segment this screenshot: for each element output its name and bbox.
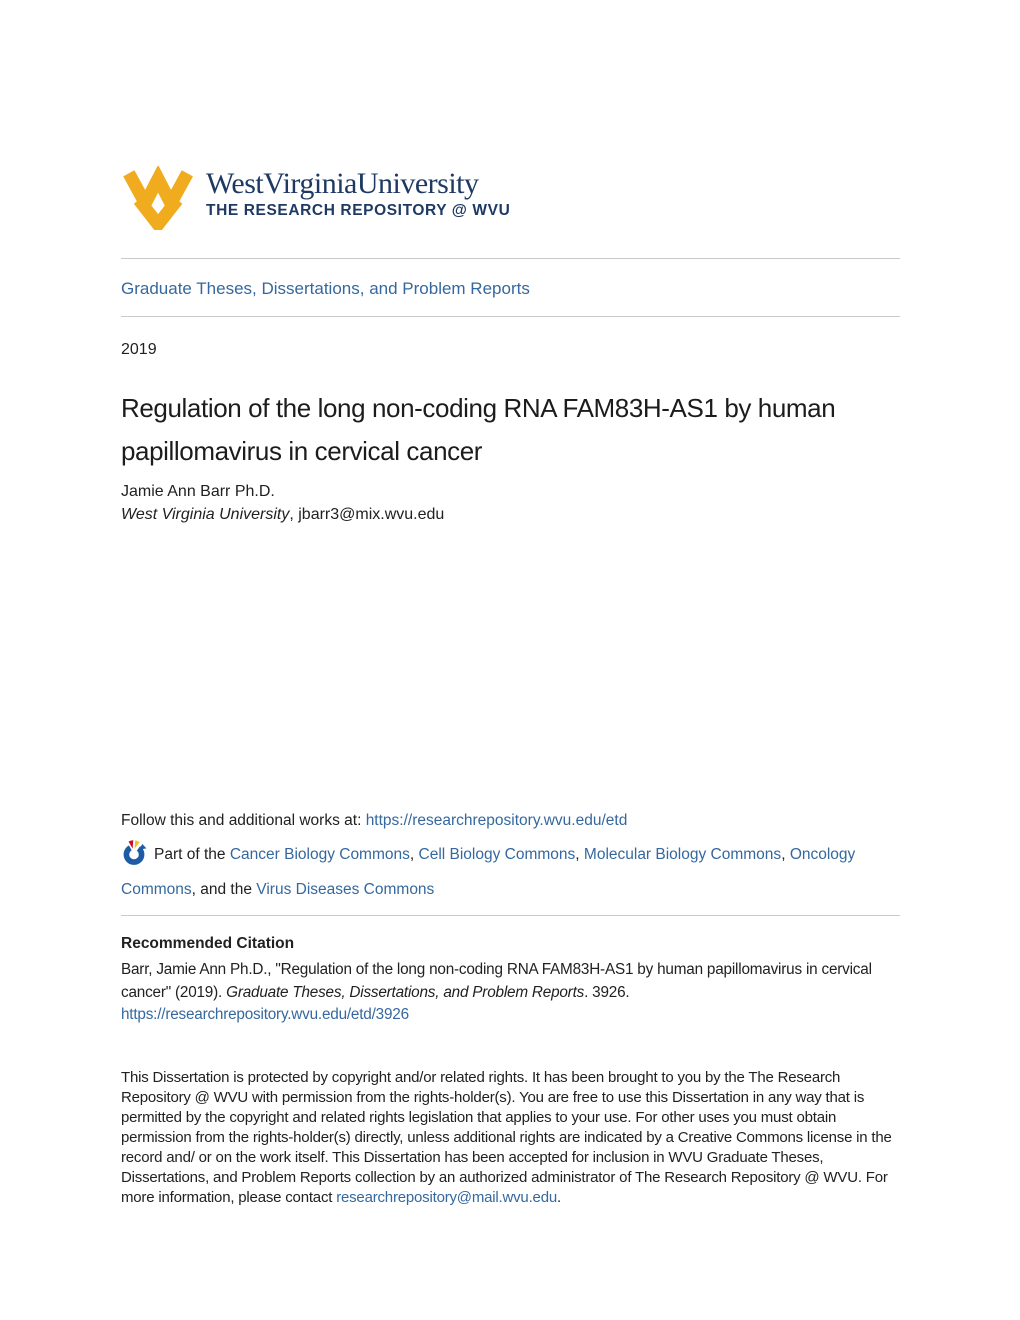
publication-year: 2019 [121,341,157,358]
text-segment: , and the [191,881,257,898]
part-of-line [121,840,900,904]
text-segment: Part of the [154,846,230,863]
citation-block [121,959,900,1027]
text-link[interactable]: https://researchrepository.wvu.edu/etd [365,812,628,829]
divider [121,258,900,259]
title-line-2: papillomavirus in cervical cancer [121,436,483,466]
divider [121,316,900,317]
text-link[interactable]: Cancer Biology Commons [229,846,410,863]
part-of-text [121,846,855,898]
logo-text [206,166,510,220]
text-segment: This Dissertation is protected by copyright and/or related rights. It has been brought to you by the The Research Repository @ WVU with permission from the rights-holder(s). You are free to use this Dissertation in any way that is permitted by the copyright and related rights legislation that applies to your use. For other uses you must obtain permission from the rights-holder(s) directly, unless additional rights are indicated by a Creative Commons license in the record and/ or on the work itself. This Dissertation has been accepted for inclusion in WVU Graduate Theses, Dissertations, and Problem Reports collection by an authorized administrator of The Research Repository @ WVU. For more information, please contact [121,1069,892,1206]
text-segment: West Virginia University [121,506,290,523]
text-link[interactable]: Oncology Commons [121,846,856,898]
author-affiliation [121,504,900,526]
recommended-citation-heading: Recommended Citation [121,935,295,952]
flying-wv-icon [121,166,197,235]
text-segment: . [556,1189,561,1206]
wvu-logo [121,166,900,235]
author-block [121,481,900,526]
divider [121,915,900,916]
citation-url-link[interactable]: https://researchrepository.wvu.edu/etd/3926 [121,1006,409,1023]
text-link[interactable]: Cell Biology Commons [418,846,576,863]
title-line-1: Regulation of the long non-coding RNA FAM83H-AS1 by human [121,393,836,423]
text-segment: , [575,846,584,863]
document-title [121,387,900,473]
text-link[interactable]: Molecular Biology Commons [583,846,782,863]
digital-commons-icon [121,840,147,876]
collection-breadcrumb [121,279,900,299]
text-segment: , [781,846,790,863]
follow-works-line [121,809,900,833]
text-segment: Follow this and additional works at: [121,812,366,829]
citation-text [121,961,872,1001]
text-segment: , [409,846,419,863]
university-wordmark: WestVirginiaUniversity [206,167,479,200]
text-segment: . 3926. [584,983,630,1001]
collection-link[interactable]: Graduate Theses, Dissertations, and Problem Reports [121,279,530,298]
rights-statement [121,1068,900,1208]
text-segment: Graduate Theses, Dissertations, and Problem Reports [226,983,585,1001]
text-link[interactable]: Virus Diseases Commons [256,881,435,898]
text-segment: Barr, Jamie Ann Ph.D., "Regulation of the long non-coding RNA FAM83H-AS1 by human papillomavirus in cervical cancer" (2019). [121,961,872,1001]
text-link[interactable]: researchrepository@mail.wvu.edu [336,1189,557,1206]
author-name: Jamie Ann Barr Ph.D. [121,483,275,500]
repository-tagline: THE RESEARCH REPOSITORY @ WVU [206,202,511,219]
text-segment: , jbarr3@mix.wvu.edu [289,506,445,523]
